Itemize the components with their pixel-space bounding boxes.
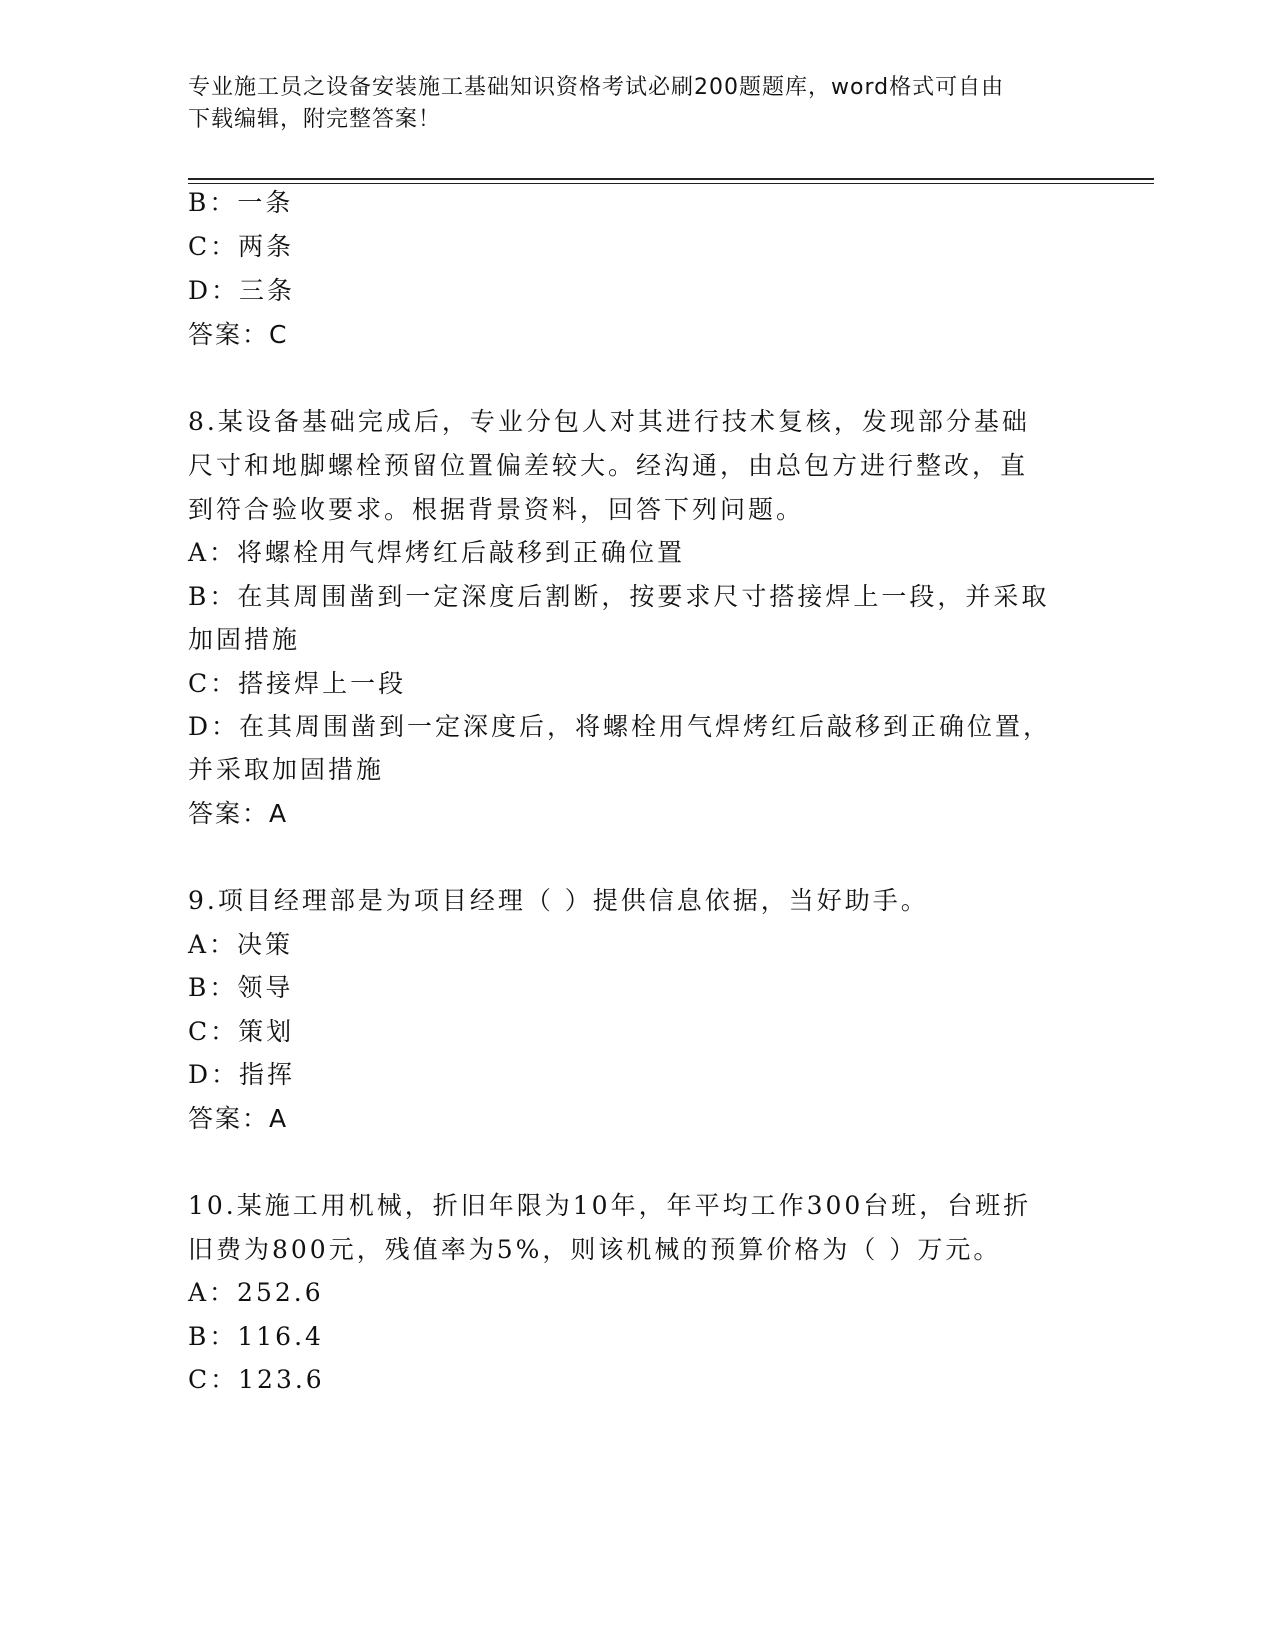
document-header (188, 72, 1068, 136)
q10-question-line-1: 10.某施工用机械，折旧年限为10年，年平均工作300台班，台班折 (188, 1191, 1032, 1220)
q8-answer: 答案：A (188, 799, 289, 828)
q10-option-c: C：123.6 (188, 1365, 325, 1394)
header-title-line-1: 专业施工员之设备安装施工基础知识资格考试必刷200题题库，word格式可自由 (188, 75, 1005, 100)
q7-option-b: B：一条 (188, 188, 294, 217)
q8-question-line-1: 8.某设备基础完成后，专业分包人对其进行技术复核，发现部分基础 (188, 407, 1030, 436)
q8-option-a: A：将螺栓用气焊烤红后敲移到正确位置 (188, 538, 686, 567)
q7-option-d: D：三条 (188, 276, 296, 305)
q9-option-a: A：决策 (188, 930, 294, 959)
header-divider-thick (188, 178, 1154, 180)
q9-option-b: B：领导 (188, 973, 294, 1002)
header-title-line-2: 下载编辑，附完整答案！ (188, 107, 442, 132)
q9-question: 9.项目经理部是为项目经理（ ）提供信息依据，当好助手。 (188, 886, 929, 915)
q7-option-c: C：两条 (188, 232, 295, 261)
q8-option-c: C：搭接焊上一段 (188, 669, 407, 698)
q9-option-d: D：指挥 (188, 1060, 296, 1089)
q10-option-b: B：116.4 (188, 1322, 324, 1351)
q10-option-a: A：252.6 (188, 1278, 324, 1307)
header-divider-thin (188, 183, 1154, 184)
q9-option-c: C：策划 (188, 1017, 295, 1046)
q8-option-b: B：在其周围凿到一定深度后割断，按要求尺寸搭接焊上一段，并采取 (188, 582, 1050, 611)
q7-answer: 答案：C (188, 320, 289, 349)
q8-option-d-cont: 并采取加固措施 (188, 755, 385, 784)
q8-question-line-3: 到符合验收要求。根据背景资料，回答下列问题。 (188, 495, 805, 524)
q9-answer: 答案：A (188, 1104, 289, 1133)
q10-question-line-2: 旧费为800元，残值率为5%，则该机械的预算价格为（ ）万元。 (188, 1235, 1002, 1264)
q8-question-line-2: 尺寸和地脚螺栓预留位置偏差较大。经沟通，由总包方进行整改，直 (188, 451, 1029, 480)
q8-option-d: D：在其周围凿到一定深度后，将螺栓用气焊烤红后敲移到正确位置， (188, 712, 1052, 741)
q8-option-b-cont: 加固措施 (188, 625, 301, 654)
